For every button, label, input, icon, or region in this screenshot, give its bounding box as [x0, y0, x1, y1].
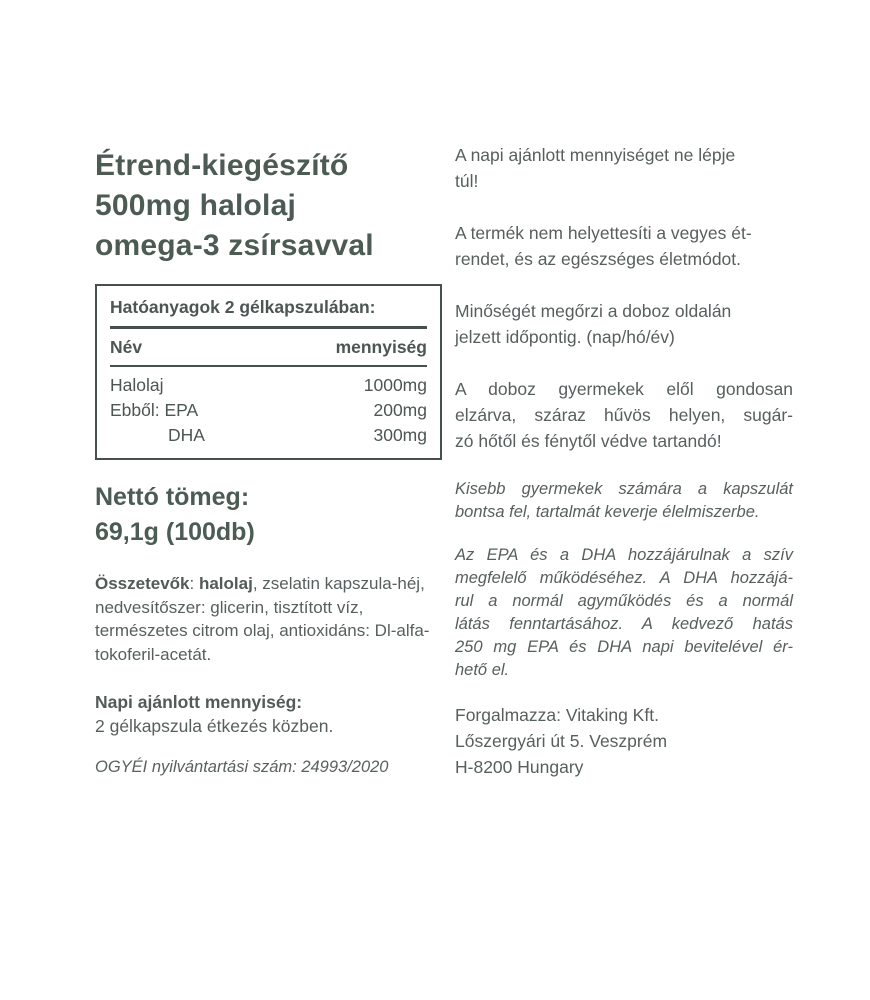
text-line: Az EPA és a DHA hozzájárulnak a szív	[455, 546, 793, 564]
table-caption: Hatóanyagok 2 gélkapszulában:	[110, 297, 376, 317]
table-divider	[110, 326, 427, 329]
daily-dose-text: 2 gélkapszula étkezés közben.	[95, 716, 334, 736]
active-ingredients-table	[95, 284, 442, 460]
ingredient-qty: 200mg	[373, 400, 427, 420]
daily-dose-heading: Napi ajánlott mennyiség:	[95, 692, 303, 712]
ingredients-main-item: halolaj	[198, 574, 253, 593]
distributor-name: Forgalmazza: Vitaking Kft.	[455, 705, 659, 725]
ingredients-paragraph	[95, 572, 442, 666]
storage-warning	[455, 376, 793, 454]
ingredient-name: Ebből: EPA	[110, 400, 199, 420]
table-header-row	[110, 334, 427, 360]
epa-dha-claim	[455, 544, 793, 682]
table-divider	[110, 365, 427, 367]
text-line: elzárva, száraz hűvös helyen, sugár-	[455, 405, 793, 425]
text-line: Minőségét megőrzi a doboz oldalán	[455, 301, 732, 321]
ingredient-name: DHA	[168, 425, 205, 445]
net-weight	[95, 480, 442, 550]
ingredient-name: Halolaj	[110, 375, 164, 395]
table-row	[110, 373, 427, 398]
text-line: túl!	[455, 171, 479, 191]
distributor-info	[455, 702, 793, 780]
daily-dose-section	[95, 690, 442, 738]
distributor-address: Lőszergyári út 5. Veszprém	[455, 731, 668, 751]
text-line: rendet, és az egészséges életmódot.	[455, 249, 742, 269]
ingredient-qty: 300mg	[373, 425, 427, 445]
product-title-line: 500mg halolaj	[95, 189, 297, 222]
small-children-note	[455, 478, 793, 524]
text-line: A termék nem helyettesíti a vegyes ét-	[455, 223, 752, 243]
text-line: bontsa fel, tartalmát keverje élelmiszerbe.	[455, 503, 760, 521]
warning-varied-diet	[455, 220, 793, 272]
text-line: jelzett időpontig. (nap/hó/év)	[455, 327, 675, 347]
table-row	[110, 423, 427, 448]
ingredient-qty: 1000mg	[363, 375, 427, 395]
text-line: rul a normál agyműködés és a normál	[455, 592, 793, 610]
text-line: látás fenntartásához. A kedvező hatás	[455, 615, 793, 633]
text-line: Kisebb gyermekek számára a kapszulát	[455, 480, 793, 498]
text-line: hető el.	[455, 661, 510, 679]
text-line: 250 mg EPA és DHA napi bevitelével ér-	[455, 638, 793, 656]
product-title-line: omega-3 zsírsavval	[95, 229, 374, 262]
ingredients-label: Összetevők	[95, 574, 190, 593]
text-line: zó hőtől és fénytől védve tartandó!	[455, 431, 722, 451]
ingredients-separator: :	[189, 574, 199, 593]
text-line: A napi ajánlott mennyiséget ne lépje	[455, 145, 736, 165]
label-right-column	[455, 142, 793, 806]
table-header-qty: mennyiség	[335, 337, 427, 357]
warning-daily-limit	[455, 142, 793, 194]
product-title	[95, 146, 442, 266]
quality-expiry-note	[455, 298, 793, 350]
net-weight-label: Nettó tömeg:	[95, 483, 250, 511]
product-title-line: Étrend-kiegészítő	[95, 149, 349, 182]
label-left-column	[95, 146, 442, 777]
net-weight-value: 69,1g (100db)	[95, 518, 255, 546]
ingredients-rest: , zselatin kapszula-héj, nedvesítőszer: glicerin, tisztított víz, természetes citrom olaj, antioxidáns: Dl-alfa-tokoferil-acetát.	[95, 574, 430, 664]
table-header-name: Név	[110, 337, 143, 357]
distributor-country: H-8200 Hungary	[455, 757, 584, 777]
text-line: A doboz gyermekek elől gondosan	[455, 379, 793, 399]
text-line: megfelelő működéséhez. A DHA hozzájá-	[455, 569, 793, 587]
registration-number: OGYÉI nyilvántartási szám: 24993/2020	[95, 758, 389, 776]
table-row	[110, 398, 427, 423]
